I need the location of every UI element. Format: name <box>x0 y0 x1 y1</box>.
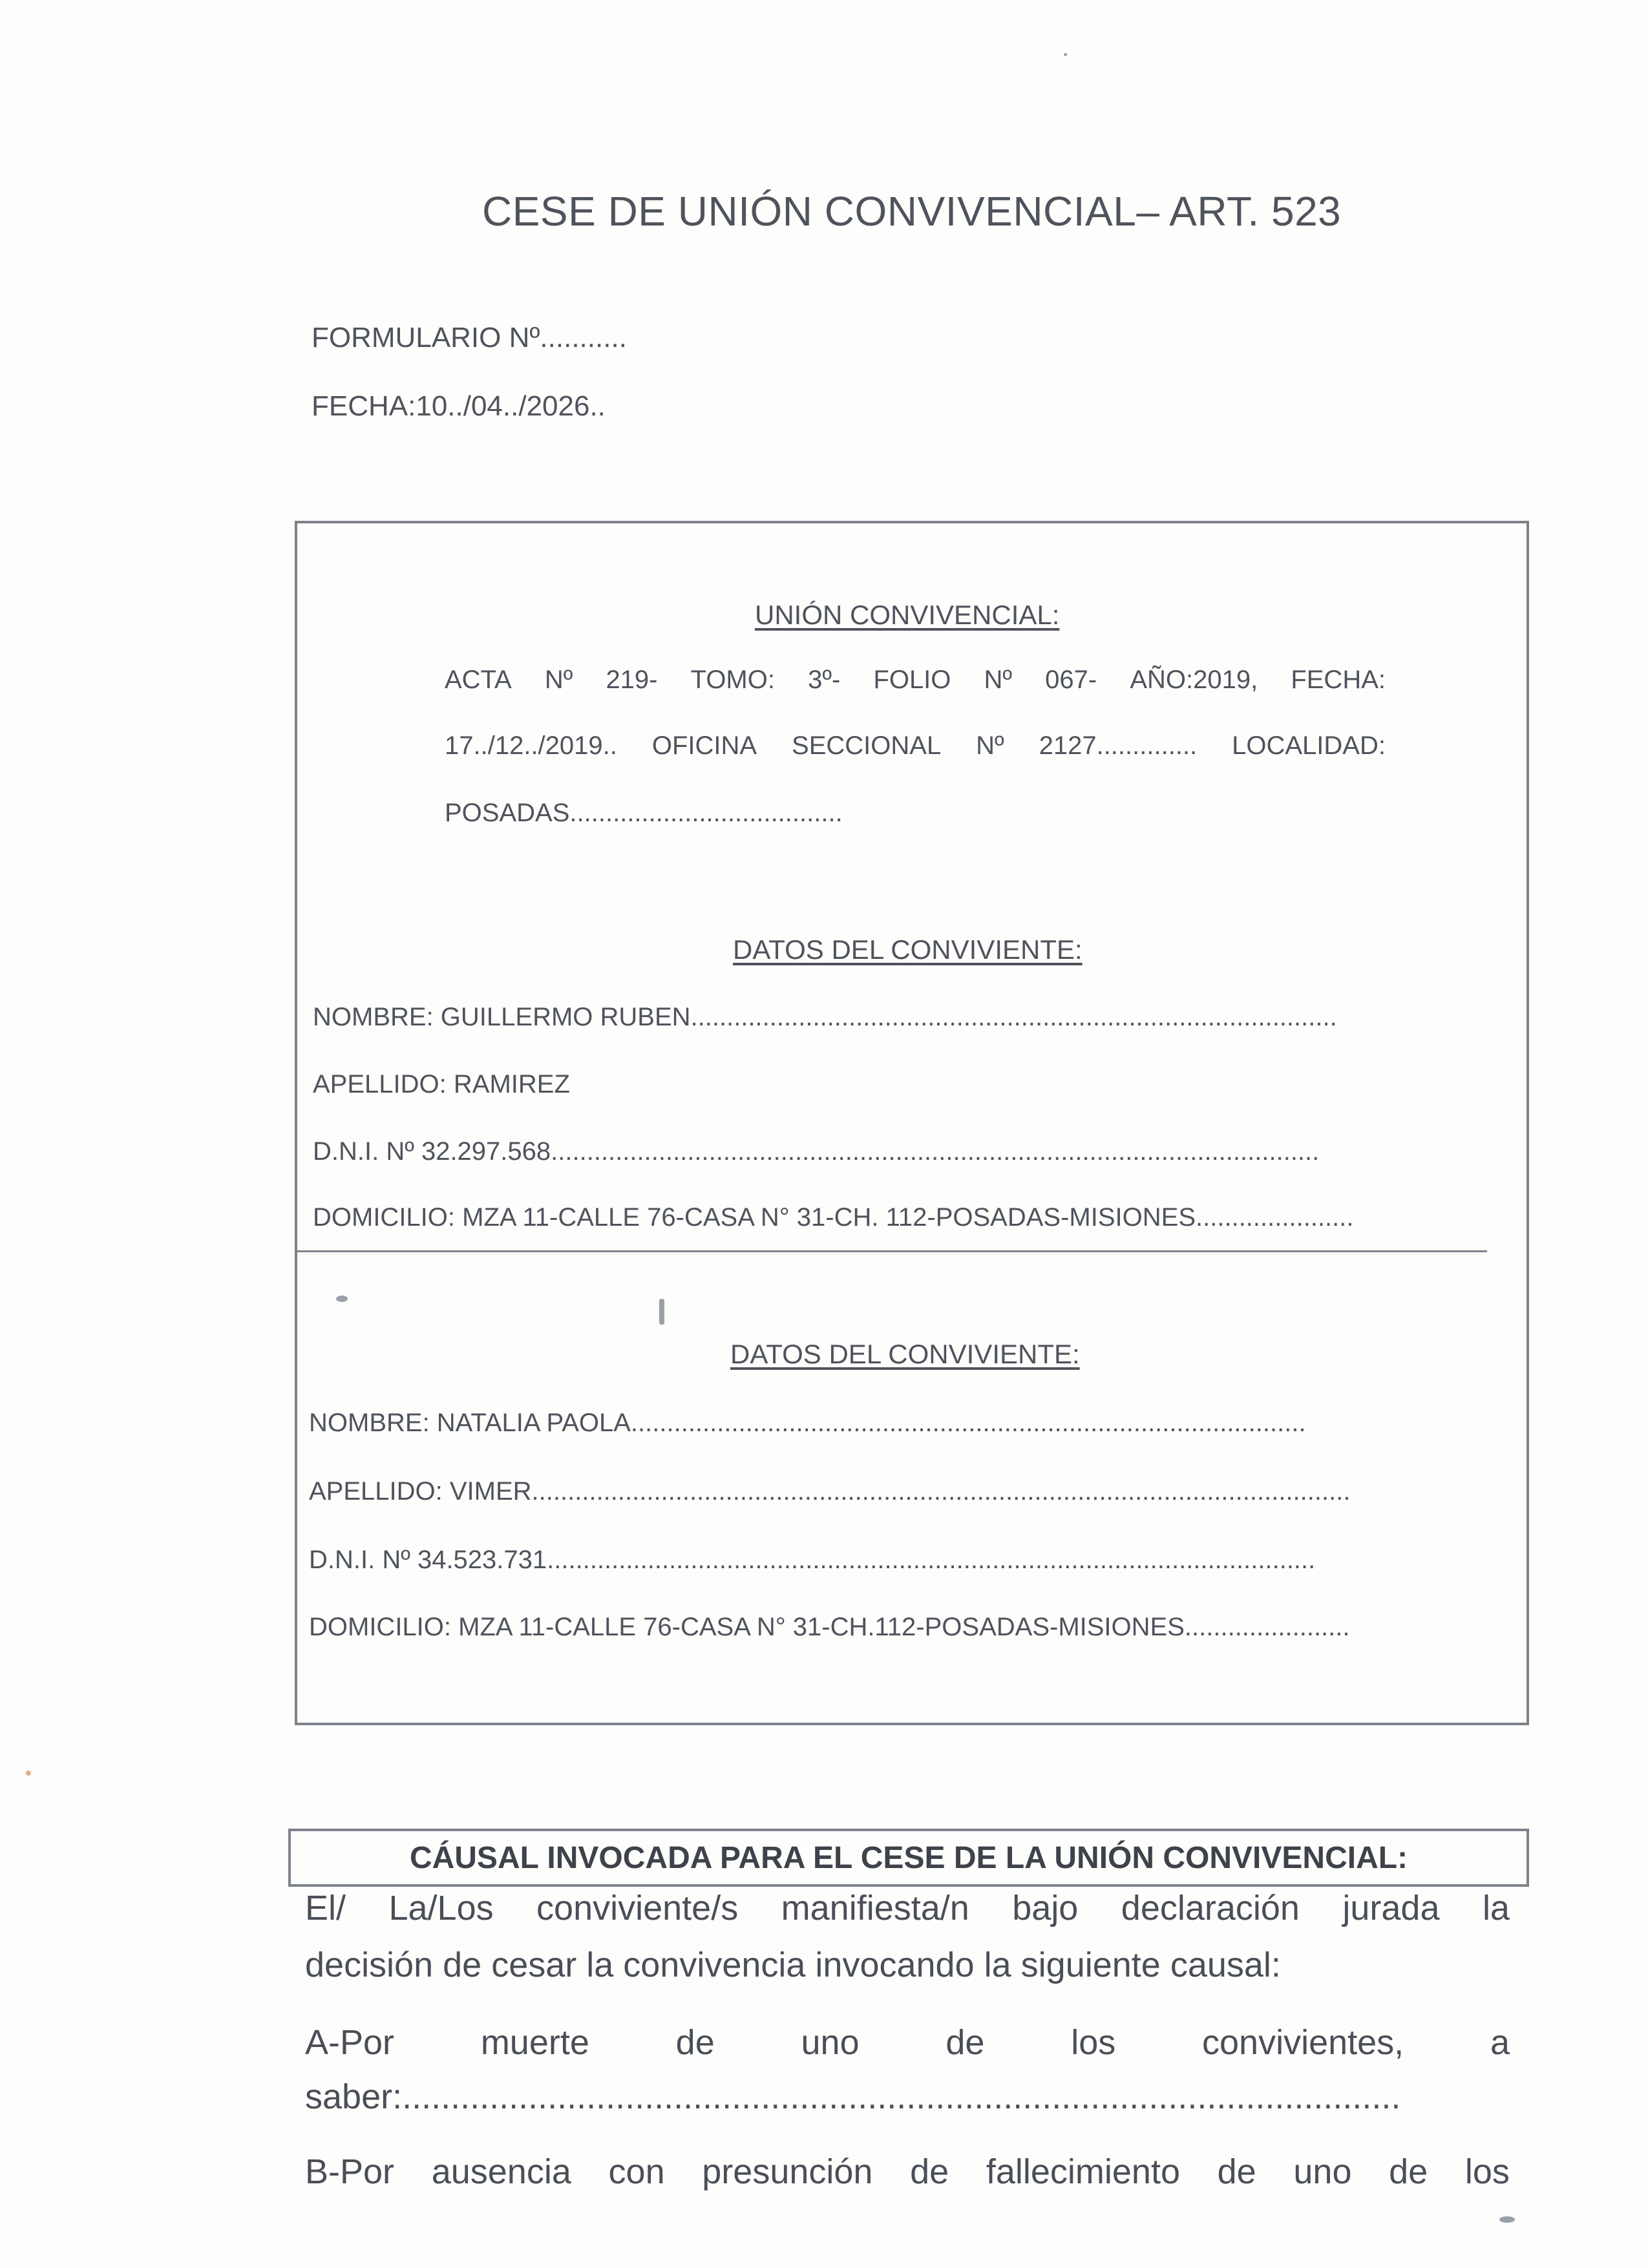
intro-word: la <box>1482 1889 1510 1927</box>
causal-option-a-line-1 <box>305 2022 1510 2063</box>
option-b-word: de <box>1217 2152 1256 2191</box>
formulario-number: FORMULARIO Nº........... <box>312 322 627 353</box>
scan-speck <box>336 1296 348 1302</box>
option-b-word: fallecimiento <box>986 2152 1180 2191</box>
conviviente-2-domicilio: DOMICILIO: MZA 11-CALLE 76-CASA N° 31-CH.112-POSADAS-MISIONES....................... <box>309 1613 1350 1641</box>
causal-title: CÁUSAL INVOCADA PARA EL CESE DE LA UNIÓN CONVIVENCIAL: <box>409 1840 1408 1875</box>
conviviente-2-apellido: APELLIDO: VIMER.................................................................................................................. <box>309 1477 1351 1506</box>
oficina-word: Nº <box>976 731 1004 760</box>
conviviente-2-dni: D.N.I. Nº 34.523.731........................................................................................................... <box>309 1546 1316 1574</box>
intro-word: bajo <box>1012 1889 1079 1927</box>
conviviente-1-dni: D.N.I. Nº 32.297.568........................................................................................................... <box>313 1137 1320 1166</box>
oficina-word: 2127.............. <box>1039 731 1198 760</box>
option-b-word: ausencia <box>431 2152 571 2191</box>
oficina-word: LOCALIDAD: <box>1232 731 1386 760</box>
scan-speck <box>26 1770 31 1776</box>
option-a-word: de <box>945 2023 985 2062</box>
causal-intro-line-1 <box>305 1888 1510 1928</box>
acta-word: ACTA <box>445 666 512 694</box>
conviviente-1-apellido: APELLIDO: RAMIREZ <box>313 1070 570 1098</box>
scan-speck <box>659 1299 664 1325</box>
option-a-word: convivientes, <box>1202 2023 1404 2062</box>
scan-speck <box>1064 53 1067 56</box>
intro-word: declaración <box>1121 1889 1300 1927</box>
causal-intro-line-2: decisión de cesar la convivencia invocando la siguiente causal: <box>305 1946 1281 1984</box>
conviviente-1-nombre: NOMBRE: GUILLERMO RUBEN.......................................................................................... <box>313 1003 1337 1031</box>
option-b-word: de <box>1389 2152 1428 2191</box>
option-b-word: B-Por <box>305 2152 395 2191</box>
acta-word: 3º- <box>808 666 841 694</box>
intro-word: jurada <box>1342 1889 1440 1927</box>
acta-line <box>445 666 1386 695</box>
option-b-word: de <box>910 2152 949 2191</box>
conviviente-1-domicilio: DOMICILIO: MZA 11-CALLE 76-CASA N° 31-CH. 112-POSADAS-MISIONES...................... <box>313 1203 1354 1232</box>
conviviente-2-nombre: NOMBRE: NATALIA PAOLA.............................................................................................. <box>309 1409 1306 1437</box>
option-a-word: muerte <box>480 2023 589 2062</box>
oficina-word: SECCIONAL <box>792 731 942 760</box>
conviviente-2-heading: DATOS DEL CONVIVIENTE: <box>730 1339 1080 1369</box>
acta-word: FOLIO <box>873 666 951 694</box>
causal-option-a-line-2: saber:....................................................................................................... <box>305 2077 1401 2116</box>
option-a-word: A-Por <box>305 2023 395 2062</box>
acta-word: Nº <box>984 666 1013 694</box>
oficina-word: OFICINA <box>651 731 757 760</box>
document-title: CESE DE UNIÓN CONVIVENCIAL– ART. 523 <box>482 188 1342 235</box>
union-data-box <box>295 521 1529 1725</box>
acta-word: 067- <box>1045 666 1097 694</box>
option-a-word: uno <box>801 2023 860 2062</box>
option-b-word: uno <box>1293 2152 1352 2191</box>
oficina-word: 17../12../2019.. <box>445 731 617 760</box>
fecha-oficina-line <box>445 731 1386 761</box>
box-divider <box>295 1250 1487 1252</box>
acta-word: TOMO: <box>690 666 775 694</box>
localidad-value: POSADAS...................................... <box>445 799 843 827</box>
option-b-word: presunción <box>702 2152 873 2191</box>
conviviente-1-heading: DATOS DEL CONVIVIENTE: <box>733 934 1083 965</box>
causal-title-box <box>288 1829 1529 1887</box>
acta-word: Nº <box>544 666 573 694</box>
intro-word: La/Los <box>388 1889 494 1927</box>
intro-word: conviviente/s <box>536 1889 739 1927</box>
scan-speck <box>1499 2216 1515 2223</box>
intro-word: manifiesta/n <box>781 1889 969 1927</box>
causal-option-b-line-1 <box>305 2152 1510 2192</box>
option-b-word: los <box>1464 2152 1510 2191</box>
option-a-word: los <box>1071 2023 1116 2062</box>
acta-word: 219- <box>606 666 658 694</box>
option-b-word: con <box>608 2152 665 2191</box>
form-date: FECHA:10../04../2026.. <box>312 390 606 422</box>
intro-word: El/ <box>305 1889 346 1927</box>
acta-word: FECHA: <box>1291 666 1386 694</box>
option-a-word: a <box>1490 2023 1510 2062</box>
option-a-word: de <box>675 2023 715 2062</box>
union-heading: UNIÓN CONVIVENCIAL: <box>755 600 1060 630</box>
acta-word: AÑO:2019, <box>1130 666 1258 694</box>
